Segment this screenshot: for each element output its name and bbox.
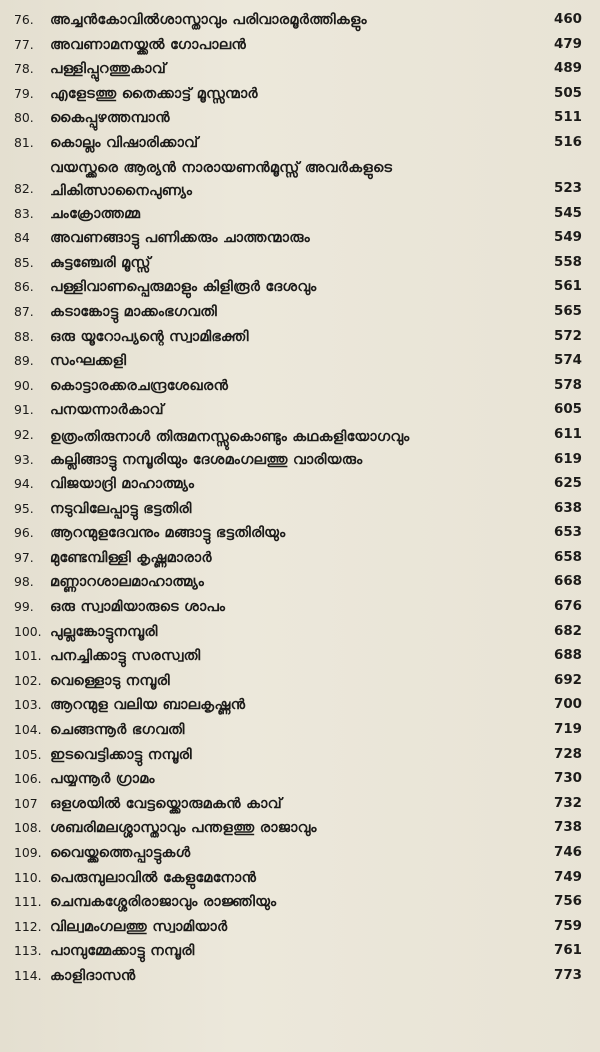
entry-number: 84 [14, 230, 30, 246]
toc-entry [14, 226, 582, 251]
entry-number: 114. [14, 967, 42, 983]
entry-number: 81. [14, 134, 34, 150]
entry-number: 105. [14, 746, 42, 762]
entry-title: ഒളശയിൽ വേട്ടയ്ക്കൊരുമകൻ കാവ് [50, 794, 282, 812]
entry-title: അവണാമനയ്ക്കൽ ഗോപാലൻ [50, 35, 247, 53]
entry-title: മണ്ണാറശാലമാഹാത്മ്യം [50, 573, 205, 591]
entry-title: ഒരു സ്വാമിയാരുടെ ശാപം [50, 598, 226, 616]
toc-entry [14, 915, 582, 940]
entry-number: 113. [14, 943, 42, 959]
entry-number: 83. [14, 205, 34, 221]
entry-title: പെരുമ്പുലാവിൽ കേളുമേനോൻ [50, 868, 257, 886]
entry-number: 82. [14, 180, 34, 196]
entry-page-number: 728 [554, 746, 582, 762]
entry-title: പള്ളിവാണപ്പെരുമാളും കിളിരൂർ ദേശവും [50, 278, 317, 296]
entry-title: ചെങ്ങന്നൂർ ഭഗവതി [50, 721, 185, 739]
toc-entry [14, 448, 582, 473]
entry-page-number: 574 [554, 353, 582, 369]
toc-entry [14, 156, 582, 202]
entry-page-number: 730 [554, 771, 582, 787]
entry-page-number: 558 [554, 254, 582, 270]
entry-page-number: 619 [554, 451, 582, 467]
entry-title: പയ്യന്നൂർ ഗ്രാമം [50, 770, 155, 788]
toc-entry [14, 497, 582, 522]
entry-page-number: 653 [554, 525, 582, 541]
toc-entry [14, 693, 582, 718]
entry-page-number: 460 [554, 12, 582, 27]
entry-number: 80. [14, 110, 34, 126]
entry-title: പാമ്പുമ്മേക്കാട്ടു നമ്പൂരി [50, 942, 195, 960]
entry-title: ആറന്മുള വലിയ ബാലകൃഷ്ണൻ [50, 696, 246, 714]
entry-title: വിജയാദ്രി മാഹാത്മ്യം [50, 475, 195, 493]
toc-entry [14, 251, 582, 276]
toc-entry [14, 349, 582, 374]
entry-title: ഉത്രംതിരുനാൾ തിരുമനസ്സുകൊണ്ടും കഥകളിയോഗവും [50, 427, 410, 445]
entry-number: 79. [14, 85, 34, 101]
entry-number: 97. [14, 549, 34, 565]
entry-page-number: 732 [554, 795, 582, 811]
toc-entry [14, 570, 582, 595]
entry-title: കൈപ്പുഴത്തമ്പാൻ [50, 109, 170, 127]
entry-title: പള്ളിപ്പുറത്തുകാവ് [50, 60, 167, 78]
toc-entry [14, 866, 582, 891]
entry-number: 109. [14, 845, 42, 860]
entry-title: ശബരിമലശ്ശാസ്താവും പന്തളത്തു രാജാവും [50, 819, 317, 837]
entry-page-number: 688 [554, 648, 582, 664]
toc-entry [14, 718, 582, 743]
toc-entry [14, 57, 582, 82]
entry-page-number: 668 [554, 574, 582, 590]
entry-title: പനയന്നാർകാവ് [50, 401, 164, 419]
entry-number: 104. [14, 722, 42, 738]
entry-page-number: 561 [554, 279, 582, 295]
toc-entry [14, 374, 582, 399]
entry-title: എളേടത്തു തൈക്കാട്ട് മൂസ്സന്മാർ [50, 84, 258, 102]
entry-title: കുട്ടഞ്ചേരി മൂസ്സ് [50, 253, 151, 271]
entry-page-number: 719 [554, 722, 582, 738]
entry-page-number: 658 [554, 549, 582, 565]
entry-title: അച്ചൻകോവിൽശാസ്താവും പരിവാരമൂർത്തികളും [50, 11, 367, 28]
toc-entry [14, 300, 582, 325]
entry-number: 108. [14, 820, 42, 836]
entry-page-number: 676 [554, 599, 582, 615]
toc-entry [14, 644, 582, 669]
entry-title: അവണങ്ങാട്ടു പണിക്കരും ചാത്തന്മാരും [50, 229, 310, 247]
entry-number: 98. [14, 574, 34, 590]
entry-title: കല്ലിങ്ങാട്ടു നമ്പൂരിയും ദേശമംഗലത്തു വാരിയരും [50, 450, 363, 468]
toc-entry [14, 620, 582, 645]
entry-title: നടുവിലേപ്പാട്ടു ഭട്ടതിരി [50, 499, 192, 517]
toc-entry [14, 595, 582, 620]
toc-entry [14, 106, 582, 131]
entry-number: 92. [14, 426, 34, 442]
toc-entry [14, 202, 582, 227]
toc-entry [14, 841, 582, 866]
toc-entry [14, 8, 582, 33]
entry-number: 86. [14, 279, 34, 295]
entry-number: 94. [14, 476, 34, 492]
entry-page-number: 756 [554, 894, 582, 910]
entry-number: 85. [14, 254, 34, 270]
entry-page-number: 773 [554, 967, 582, 983]
entry-page-number: 700 [554, 697, 582, 713]
entry-page-number: 549 [554, 230, 582, 246]
entry-page-number: 759 [554, 918, 582, 934]
toc-entry [14, 816, 582, 841]
entry-title: കാളിദാസൻ [50, 966, 136, 984]
toc-entry [14, 767, 582, 792]
entry-title: ചെമ്പകശ്ശേരിരാജാവും രാജ്ഞിയും [50, 893, 277, 911]
toc-entry [14, 33, 582, 58]
entry-title: വില്വമംഗലത്തു സ്വാമിയാർ [50, 917, 228, 935]
entry-title: ആറന്മുളദേവനും മങ്ങാട്ടു ഭട്ടതിരിയും [50, 524, 286, 542]
entry-page-number: 611 [554, 426, 582, 442]
toc-entry [14, 325, 582, 350]
entry-title: മുണ്ടേമ്പിള്ളി കൃഷ്ണമാരാർ [50, 548, 212, 566]
entry-number: 95. [14, 500, 34, 516]
toc-entry [14, 669, 582, 694]
entry-number: 76. [14, 12, 34, 27]
entry-title: കൊല്ലം വിഷാരിക്കാവ് [50, 133, 199, 151]
entry-number: 96. [14, 525, 34, 541]
entry-number: 89. [14, 353, 34, 369]
entry-title: ഇടവെട്ടിക്കാട്ടു നമ്പൂരി [50, 745, 192, 763]
entry-page-number: 578 [554, 377, 582, 393]
entry-page-number: 505 [554, 85, 582, 101]
entry-page-number: 638 [554, 500, 582, 516]
entry-page-number: 565 [554, 303, 582, 319]
entry-number: 88. [14, 328, 34, 344]
entry-number: 93. [14, 451, 34, 467]
toc-entry [14, 472, 582, 497]
entry-page-number: 511 [554, 110, 582, 126]
entry-title: കടാങ്കോട്ടു മാക്കംഭഗവതി [50, 302, 217, 320]
entry-title: ചംക്രോത്തമ്മ [50, 204, 141, 222]
entry-number: 99. [14, 599, 34, 615]
entry-number: 87. [14, 303, 34, 319]
entry-page-number: 489 [554, 61, 582, 77]
entry-title: വെള്ളൊടു നമ്പൂരി [50, 671, 170, 689]
entry-page-number: 605 [554, 402, 582, 418]
entry-number: 102. [14, 672, 42, 688]
entry-page-number: 516 [554, 134, 582, 150]
entry-title: കൊട്ടാരക്കരചന്ദ്രശേഖരൻ [50, 376, 229, 394]
entry-page-number: 746 [554, 845, 582, 860]
entry-page-number: 692 [554, 672, 582, 688]
entry-title: പുല്ലങ്കോട്ടുനമ്പൂരി [50, 622, 158, 640]
toc-entry [14, 398, 582, 423]
toc-entry [14, 890, 582, 915]
toc-entry [14, 546, 582, 571]
entry-title: വൈയ്ക്കത്തെപ്പാട്ടുകൾ [50, 844, 191, 861]
entry-page-number: 523 [554, 180, 582, 196]
entry-number: 106. [14, 771, 42, 787]
entry-number: 100. [14, 623, 42, 639]
entry-number: 110. [14, 869, 42, 885]
toc-entry [14, 131, 582, 156]
entry-page-number: 761 [554, 943, 582, 959]
entry-page-number: 682 [554, 623, 582, 639]
entry-page-number: 479 [554, 36, 582, 52]
toc-entry [14, 743, 582, 768]
toc-entry [14, 521, 582, 546]
toc-entry [14, 939, 582, 964]
entry-number: 103. [14, 697, 42, 713]
toc-entry [14, 82, 582, 107]
entry-title: ഒരു യൂറോപ്യന്റെ സ്വാമിഭക്തി [50, 327, 249, 345]
entry-number: 112. [14, 918, 42, 934]
entry-page-number: 625 [554, 476, 582, 492]
entry-number: 91. [14, 402, 34, 418]
entry-page-number: 749 [554, 869, 582, 885]
entry-page-number: 738 [554, 820, 582, 836]
entry-number: 77. [14, 36, 34, 52]
entry-number: 78. [14, 61, 34, 77]
entry-number: 90. [14, 377, 34, 393]
entry-number: 111. [14, 894, 42, 910]
entry-title: സംഘക്കളി [50, 352, 127, 370]
toc-entry [14, 964, 582, 989]
entry-title: പനച്ചിക്കാട്ടു സരസ്വതി [50, 647, 201, 665]
entry-number: 101. [14, 648, 42, 664]
entry-number: 107 [14, 795, 38, 811]
toc-entry [14, 423, 582, 448]
toc-entry [14, 275, 582, 300]
entry-page-number: 572 [554, 328, 582, 344]
entry-title: വയസ്ക്കരെ ആര്യൻ നാരായണൻമൂസ്സ് അവർകളുടെ ചികിത്സാനൈപുണ്യം [50, 158, 393, 199]
entry-page-number: 545 [554, 205, 582, 221]
toc-entry [14, 792, 582, 817]
table-of-contents [14, 8, 582, 989]
